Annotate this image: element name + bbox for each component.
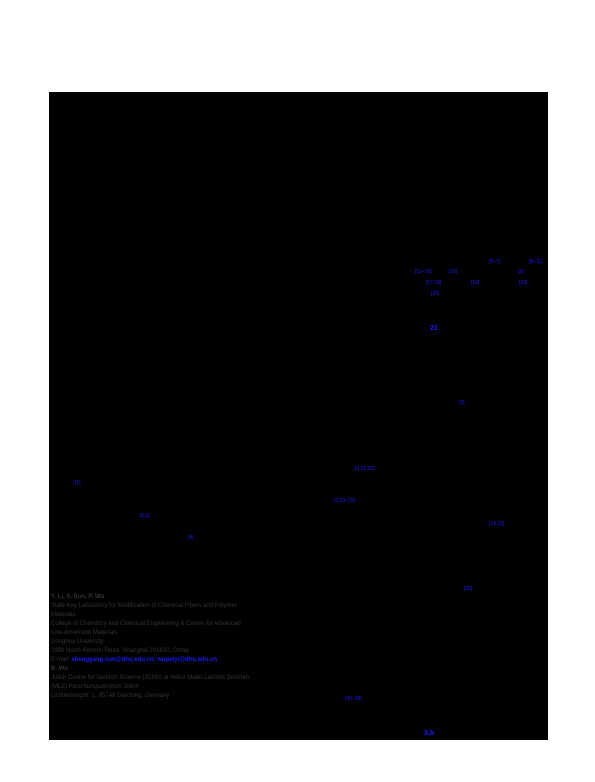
citation-link[interactable]: [5,6]: [140, 513, 150, 519]
citation-link[interactable]: [1]: [75, 480, 81, 486]
citation-link[interactable]: [18]: [471, 280, 480, 286]
citation-link[interactable]: [45–28]: [345, 696, 362, 702]
affiliation-line: 2999 North Renmin Road, Shanghai 201620, China: [51, 648, 189, 654]
author-names: Y. Li, S. Sun, P. Wu: [51, 594, 105, 600]
figure-label: 21: [430, 325, 438, 332]
email-line: [51, 656, 217, 665]
affiliation-line: Donghua University: [51, 639, 104, 645]
affiliation-line: Low-dimension Materials: [51, 630, 118, 636]
affiliation-line: College of Chemistry and Chemical Engineering & Center for Advanced: [51, 621, 241, 627]
email-link[interactable]: shenggang.sun@dhu.edu.cn; wupeiyi@dhu.edu.cn: [71, 657, 218, 663]
citation-link[interactable]: [4]: [188, 535, 194, 541]
citation-link[interactable]: [17,18]: [426, 280, 442, 286]
citation-link[interactable]: [26]: [464, 586, 473, 592]
citation-link[interactable]: [3,23–25]: [334, 498, 355, 504]
affiliation-line: Jülich Centre for Neutron Science (JCNS) at Heinz Maier-Leibnitz Zentrum: [51, 675, 250, 681]
affiliation-line: Materials: [51, 612, 76, 618]
citation-link[interactable]: [5–7]: [489, 259, 501, 265]
citation-link[interactable]: [8–11]: [529, 259, 543, 265]
author-names: B. Wu: [51, 666, 68, 672]
citation-link[interactable]: [10]: [449, 269, 458, 275]
citation-link[interactable]: [14,22]: [489, 521, 505, 527]
affiliation-line: (MLZ) Forschungszentrum Jülich: [51, 684, 139, 690]
citation-link[interactable]: [19]: [519, 280, 528, 286]
citation-link[interactable]: [13–16]: [415, 269, 432, 275]
email-label: E-mail:: [51, 657, 70, 663]
affiliation-line: State Key Laboratory for Modification of Chemical Fibers and Polymer: [51, 603, 237, 609]
citation-link[interactable]: [20]: [431, 291, 440, 297]
redacted-page-content: [49, 92, 548, 740]
figure-label: 3,b: [424, 730, 435, 737]
citation-link[interactable]: [5]: [518, 269, 524, 275]
citation-link[interactable]: [3,21,22]: [355, 466, 375, 472]
citation-link[interactable]: [3]: [459, 400, 465, 406]
affiliation-line: Lichtenbergstr. 1, 85748 Garching, Germany: [51, 693, 170, 699]
